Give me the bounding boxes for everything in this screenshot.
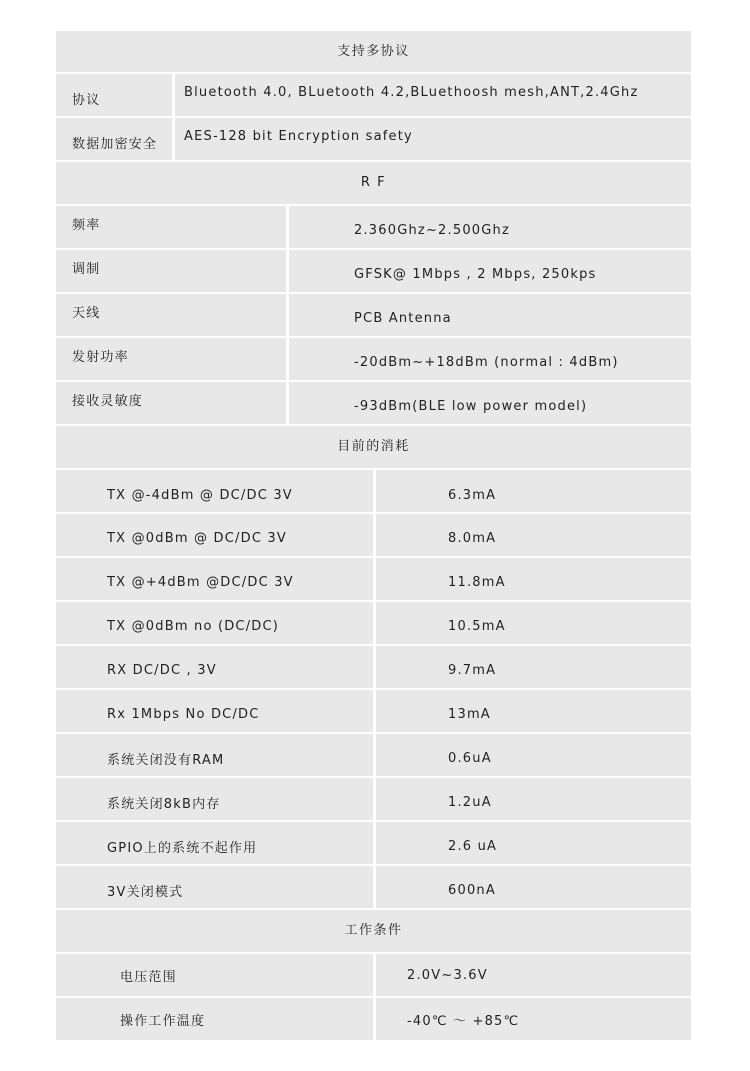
row-label: 发射功率 bbox=[72, 349, 129, 365]
row-label: 电压范围 bbox=[120, 969, 177, 985]
row-value: -93dBm(BLE low power model) bbox=[354, 398, 588, 414]
row-label: RX DC/DC , 3V bbox=[107, 662, 217, 678]
row-label: 系统关闭没有RAM bbox=[107, 752, 225, 768]
row-value: 2.360Ghz~2.500Ghz bbox=[354, 222, 510, 238]
row-value: Bluetooth 4.0, BLuetooth 4.2,BLuethoosh mesh,ANT,2.4Ghz bbox=[184, 84, 639, 100]
table-row bbox=[56, 74, 691, 116]
row-value: 13mA bbox=[448, 706, 491, 722]
table-row bbox=[56, 338, 691, 380]
section-title: 工作条件 bbox=[344, 923, 403, 938]
row-value: AES-128 bit Encryption safety bbox=[184, 128, 413, 144]
row-value: 10.5mA bbox=[448, 618, 506, 634]
row-value: GFSK@ 1Mbps , 2 Mbps, 250kps bbox=[354, 266, 597, 282]
spec-table bbox=[56, 0, 691, 1071]
row-label: TX @-4dBm @ DC/DC 3V bbox=[107, 487, 293, 503]
table-row bbox=[56, 646, 691, 688]
row-value: 6.3mA bbox=[448, 487, 497, 503]
section-header-operating-conditions bbox=[56, 910, 691, 952]
row-label: TX @0dBm no (DC/DC) bbox=[107, 618, 280, 634]
table-row bbox=[56, 514, 691, 556]
row-value: -20dBm~+18dBm (normal : 4dBm) bbox=[354, 354, 619, 370]
table-row bbox=[56, 470, 691, 512]
section-header-rf bbox=[56, 162, 691, 204]
section-title: R F bbox=[360, 175, 387, 190]
row-label: TX @+4dBm @DC/DC 3V bbox=[107, 574, 294, 590]
table-row bbox=[56, 734, 691, 776]
row-value: PCB Antenna bbox=[354, 310, 452, 326]
table-row bbox=[56, 998, 691, 1040]
row-value: 11.8mA bbox=[448, 574, 506, 590]
table-row bbox=[56, 558, 691, 600]
table-row bbox=[56, 690, 691, 732]
row-label: Rx 1Mbps No DC/DC bbox=[107, 706, 260, 722]
table-row bbox=[56, 206, 691, 248]
row-value: 1.2uA bbox=[448, 794, 492, 810]
table-row bbox=[56, 294, 691, 336]
row-label: 3V关闭模式 bbox=[107, 884, 184, 900]
table-row bbox=[56, 382, 691, 424]
table-row bbox=[56, 602, 691, 644]
row-label: 协议 bbox=[72, 92, 101, 108]
row-label: 数据加密安全 bbox=[72, 136, 158, 152]
table-row bbox=[56, 778, 691, 820]
section-header-current-consumption bbox=[56, 426, 691, 468]
row-value: 8.0mA bbox=[448, 530, 497, 546]
section-header-protocols bbox=[56, 31, 691, 72]
row-value: -40℃ 〜 +85℃ bbox=[407, 1013, 520, 1029]
table-row bbox=[56, 118, 691, 160]
section-title: 支持多协议 bbox=[337, 44, 410, 59]
row-label: 系统关闭8kB内存 bbox=[107, 796, 221, 812]
row-label: 调制 bbox=[72, 261, 101, 277]
table-row bbox=[56, 250, 691, 292]
table-row bbox=[56, 822, 691, 864]
row-label: 天线 bbox=[72, 305, 101, 321]
row-value: 2.0V~3.6V bbox=[407, 967, 488, 983]
row-label: TX @0dBm @ DC/DC 3V bbox=[107, 530, 287, 546]
row-value: 2.6 uA bbox=[448, 838, 498, 854]
row-value: 0.6uA bbox=[448, 750, 492, 766]
row-value: 9.7mA bbox=[448, 662, 497, 678]
row-value: 600nA bbox=[448, 882, 496, 898]
row-label: 操作工作温度 bbox=[120, 1013, 206, 1029]
table-row bbox=[56, 954, 691, 996]
row-label: 接收灵敏度 bbox=[72, 393, 144, 409]
row-label: GPIO上的系统不起作用 bbox=[107, 840, 258, 856]
section-title: 目前的消耗 bbox=[337, 439, 410, 454]
table-row bbox=[56, 866, 691, 908]
row-label: 频率 bbox=[72, 217, 101, 233]
